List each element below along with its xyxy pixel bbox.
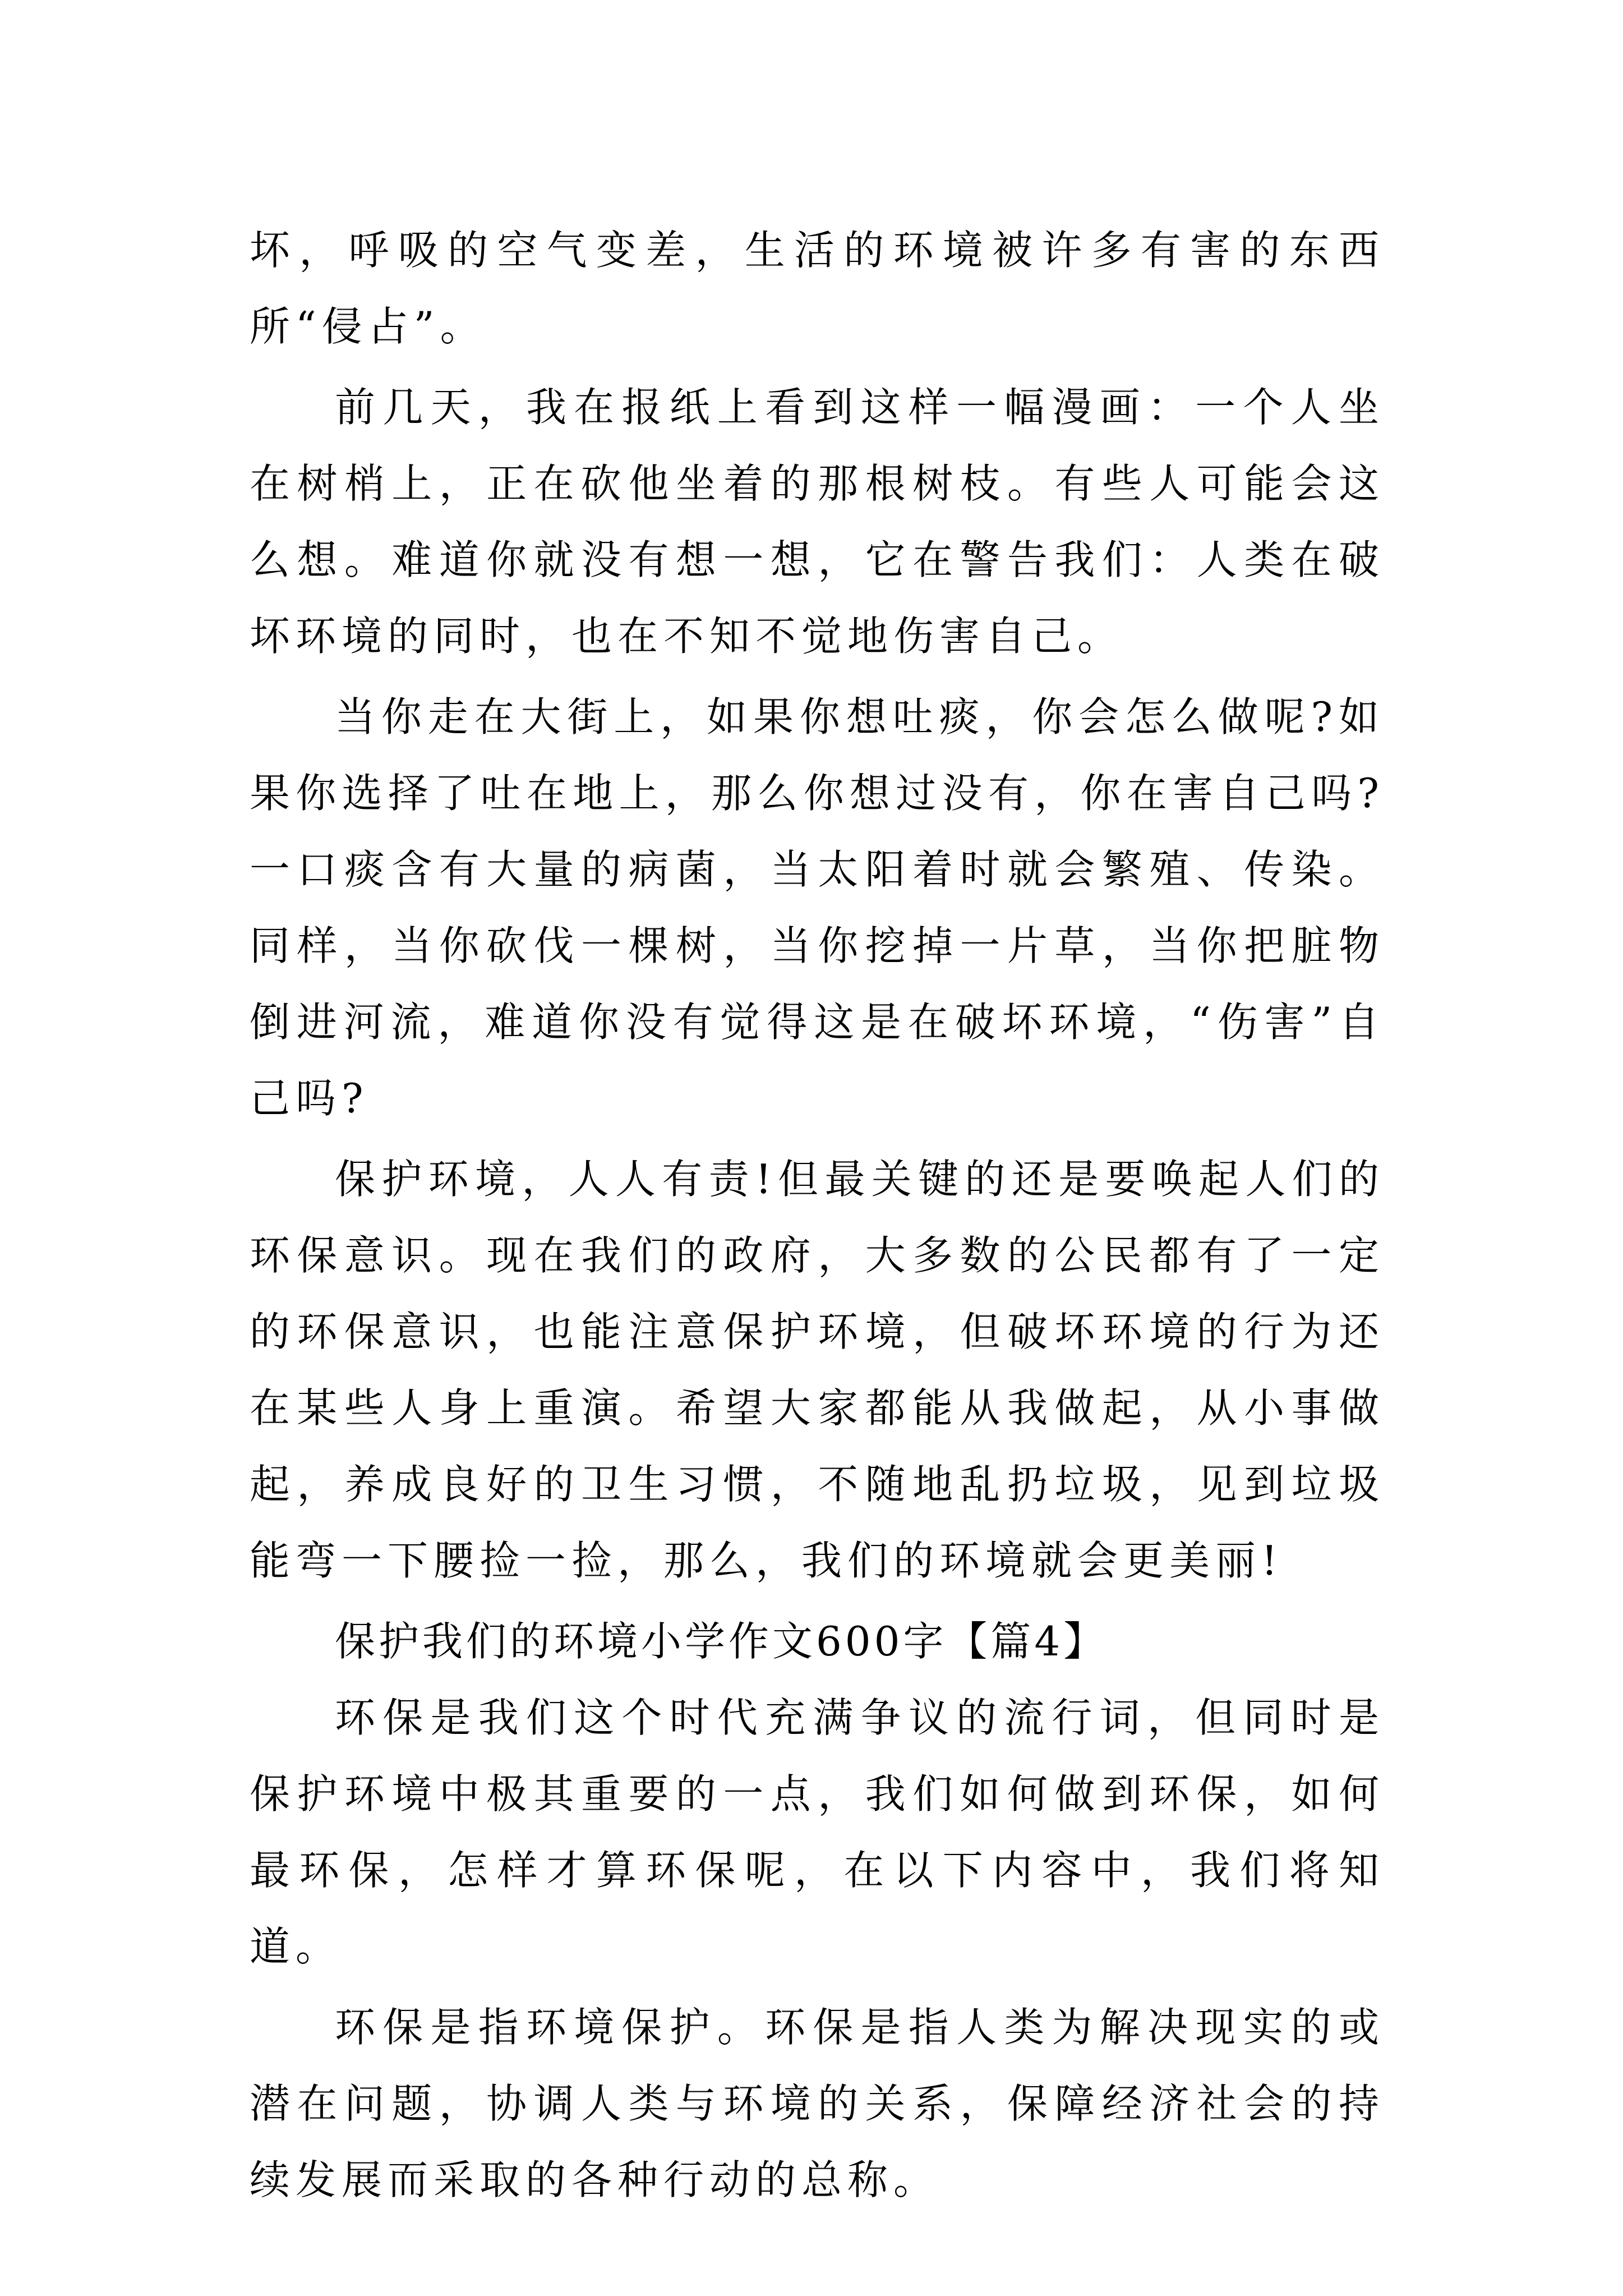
section-heading: 保护我们的环境小学作文600字【篇4】 <box>335 1618 1108 1665</box>
paragraph-continuation: 坏，呼吸的空气变差，生活的环境被许多有害的东西所“侵占”。 <box>250 227 1385 350</box>
paragraph-cartoon: 前几天，我在报纸上看到这样一幅漫画：一个人坐在树梢上，正在砍他坐着的那根树枝。有些人可能会这么想。难道你就没有想一想，它在警告我们：人类在破坏环境的同时，也在不知不觉地伤害自己。 <box>250 384 1385 660</box>
paragraph-eco-intro: 环保是我们这个时代充满争议的流行词，但同时是保护环境中极其重要的一点，我们如何做到环保，如何最环保，怎样才算环保呢，在以下内容中，我们将知道。 <box>250 1694 1385 1970</box>
paragraph-responsibility: 保护环境，人人有责!但最关键的还是要唤起人们的环保意识。现在我们的政府，大多数的公民都有了一定的环保意识，也能注意保护环境，但破坏环境的行为还在某些人身上重演。希望大家都能从我做起，从小事做起，养成良好的卫生习惯，不随地乱扔垃圾，见到垃圾能弯一下腰捡一捡，那么，我们的环境就会更美丽! <box>250 1156 1385 1584</box>
document-page <box>250 212 1385 2223</box>
paragraph-spitting: 当你走在大街上，如果你想吐痰，你会怎么做呢?如果你选择了吐在地上，那么你想过没有，你在害自己吗?一口痰含有大量的病菌，当太阳着时就会繁殖、传染。同样，当你砍伐一棵树，当你挖掉一片草，当你把脏物倒进河流，难道你没有觉得这是在破坏环境，“伤害”自己吗? <box>250 693 1385 1122</box>
paragraph-eco-definition: 环保是指环境保护。环保是指人类为解决现实的或潜在问题，协调人类与环境的关系，保障经济社会的持续发展而采取的各种行动的总称。 <box>250 2004 1385 2203</box>
